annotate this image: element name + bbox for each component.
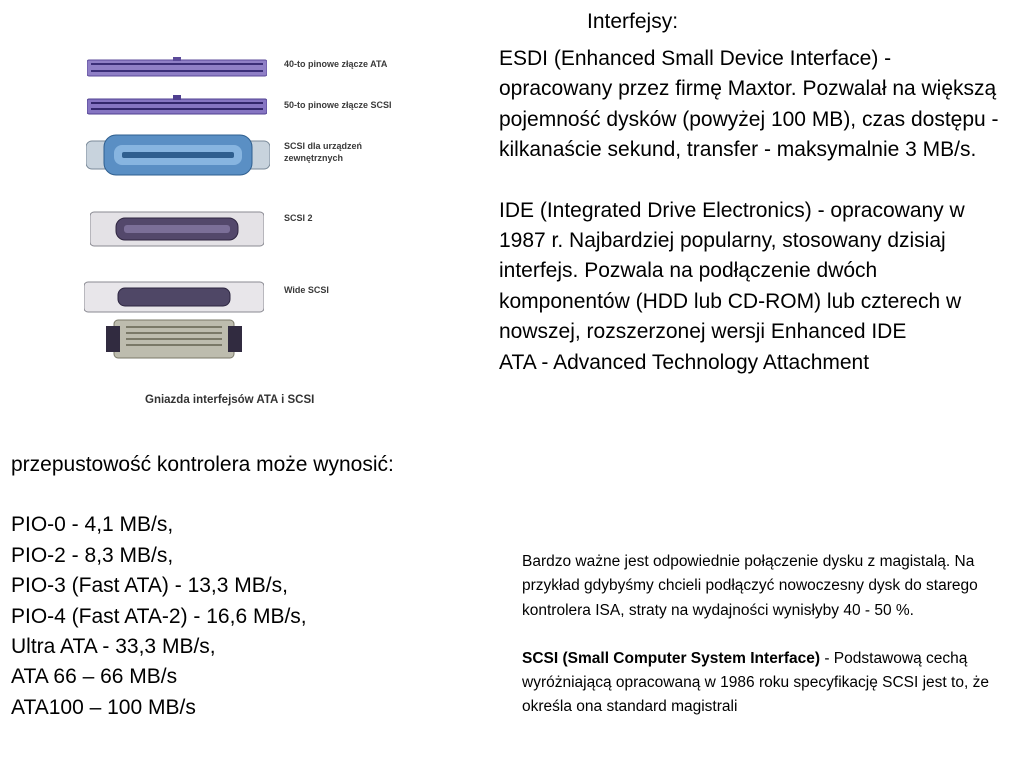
- connection-note: [522, 550, 1012, 720]
- scsi-external-connector-image: [86, 133, 270, 177]
- wide-scsi-label: Wide SCSI: [284, 285, 329, 295]
- wide-scsi-connector-image: [84, 276, 264, 362]
- ata-40-pin-connector-image: [87, 57, 267, 79]
- rate-item: ATA 66 – 66 MB/s: [11, 665, 178, 689]
- interfaces-description: [499, 44, 999, 378]
- scsi-term: SCSI (Small Computer System Interface): [522, 649, 821, 667]
- rate-item: PIO-3 (Fast ATA) - 13,3 MB/s,: [11, 574, 288, 598]
- scsi-paragraph: [522, 647, 1012, 720]
- rate-item: ATA100 – 100 MB/s: [11, 695, 196, 719]
- note-paragraph: Bardzo ważne jest odpowiednie połączenie dysku z magistalą. Na przykład gdybyśmy chcieli podłączyć nowoczesny dysk do starego kontrolera ISA, straty na wydajności wynisłyby 40 - 50 %.: [522, 553, 978, 619]
- scsi-description: - Podstawową cechą wyróżniającą opracowaną w 1986 roku specyfikację SCSI jest to, że określa ona standard magistrali: [522, 649, 989, 716]
- ata-40-pin-label: 40-to pinowe złącze ATA: [284, 59, 388, 69]
- spacer: [499, 166, 999, 196]
- rate-item: PIO-0 - 4,1 MB/s,: [11, 513, 174, 537]
- scsi-50-pin-connector-image: [87, 95, 267, 117]
- rate-item: PIO-2 - 8,3 MB/s,: [11, 543, 174, 567]
- rate-item: Ultra ATA - 33,3 MB/s,: [11, 635, 216, 659]
- ide-paragraph: IDE (Integrated Drive Electronics) - opracowany w 1987 r. Najbardziej popularny, stosowany dzisiaj interfejs. Pozwala na podłączenie dwóch komponentów (HDD lub CD-ROM) lub czterech w nowszej, rozszerzonej wersji Enhanced IDE: [499, 198, 965, 344]
- figure-caption: Gniazda interfejsów ATA i SCSI: [145, 394, 315, 406]
- scsi-50-pin-label: 50-to pinowe złącze SCSI: [284, 100, 392, 110]
- connectors-figure: [70, 40, 430, 420]
- esdi-paragraph: ESDI (Enhanced Small Device Interface) - opracowany przez firmę Maxtor. Pozwalał na większą pojemność dysków (powyżej 100 MB), czas dostępu - kilkanaście sekund, transfer - maksymalnie 3 MB/s.: [499, 47, 999, 162]
- rate-item: PIO-4 (Fast ATA-2) - 16,6 MB/s,: [11, 604, 307, 628]
- spacer: [11, 480, 481, 510]
- throughput-intro: przepustowość kontrolera może wynosić:: [11, 453, 394, 476]
- scsi-2-label: SCSI 2: [284, 213, 313, 223]
- scsi-external-label: SCSI dla urządzeń zewnętrznych: [284, 141, 363, 163]
- page-title: Interfejsy:: [587, 10, 679, 33]
- spacer: [522, 623, 1012, 647]
- controller-throughput: [11, 450, 481, 723]
- scsi-2-connector-image: [90, 208, 264, 250]
- ata-paragraph: ATA - Advanced Technology Attachment: [499, 350, 870, 374]
